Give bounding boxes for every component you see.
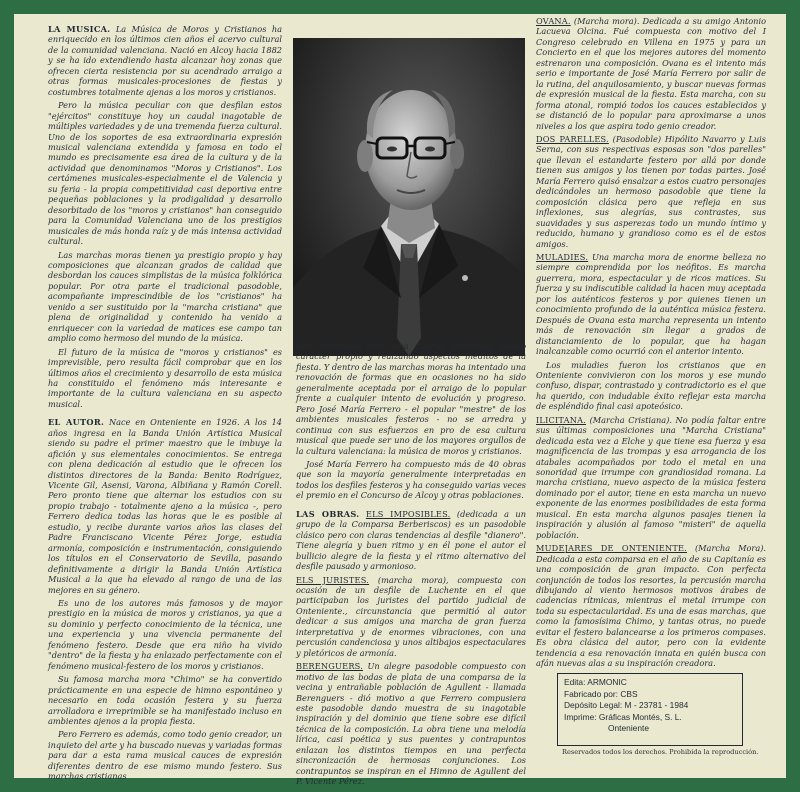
portrait-photo [293, 38, 525, 356]
column-left [48, 24, 282, 785]
imprint-edita: Edita: ARMONIC [564, 677, 627, 687]
liner-notes-page [14, 14, 786, 787]
paragraph: Su famosa marcha mora "Chimo" se ha convertido prácticamente en una especie de himno espontáneo y necesario en toda ocasión festera y su fuerza arrolladora e irreprimible se ha manifestado incluso en ambientes ajenos a la propia fiesta. [48, 674, 282, 726]
paragraph: Los muladies fueron los cristianos que en Onteniente convivieron con los moros y ese mundo confuso, dispar, contrastado y contradictorio es el que ha querido, con indudable éxito reflejar esta marcha de espléndido final casi apoteósico. [536, 359, 766, 412]
imprint-fabricado: Fabricado por: CBS [564, 688, 638, 699]
paragraph: Las marchas moras tienen ya prestigio propio y hay composiciones que alcanzan grados de calidad que desbordan los cauces simplistas de la música folklórica popular. Por otra parte el tradicional pasodoble, acompañante imprescindible de los "cristianos" ha venido a ser sustituido por la "marcha cristiana" que plena de originalidad y contenido ha venido a enriquecer con la variedad de matices ese campo tan amplio como hermoso del mundo de la música. [48, 249, 282, 344]
paragraph: (Pasodoble) Hipólito Navarro y Luis Serna, con sus respectivas esposas son "dos parelles" que llevan el estandarte festero por allá por donde tienen sus amigos y los tienen por todas partes. José María Ferrero quisó ensalzar a estos cuatro personajes dedicándoles un hermoso pasodoble que tiene la composición clásica pero que refleja en sus inflexiones, sus alegrías, sus contrastes, sus suavidades y sus asperezas todo un mundo íntimo y reducido, humano y grandioso como es el de estos amigos. [536, 133, 766, 249]
paragraph: Pero Ferrero es además, como todo genio creador, un inquieto del arte y ha buscado nuevas y variadas formas para dar a esta rama musical cauces de expresión diferentes dentro de ese mismo mundo festero. Sus marchas cristianas [48, 729, 282, 782]
paragraph: Es uno de los autores más famosos y de mayor prestigio en la música de moros y cristianos, ya que a su dominio y perfecto conocimiento de la técnica, une una experiencia y una vivencia permanente del fenómeno festero. Desde que era niño ha vivido "dentro" de la fiesta y ha enlazado perfectamente con el fenómeno musical-festero de los moros y cristianos. [48, 598, 282, 671]
work-title-dos-parelles: DOS PARELLES. [536, 133, 609, 144]
imprint-imprime: Imprime: Gráficas Montés, S. L. [564, 711, 682, 722]
heading-el-autor: EL AUTOR. [48, 417, 105, 428]
paragraph: La Música de Moros y Cristianos ha enriquecido en los últimos cien años el acervo cultural de la comunidad valenciana. Nació en Alcoy hacia 1882 y se ha ido extendiendo hasta alcanzar hoy zonas que ofrecen cierta resistencia por su acendrado arraigo a otras formas musicales-procesiones de fiestas y costumbres totalmente ajenas a los moros y cristianos. [48, 24, 283, 97]
paragraph: Un alegre pasodoble compuesto con motivo de las bodas de plata de una comparsa de la vecina y entrañable población de Agullent - llamada Berenguers - dió motivo a que Ferrero compusiera este pasodoble dando muestra de su inagotable inspiración y del dominio que tiene sobre ese difícil técnica de la composición. La obra tiene una melodía lírica, casi poética y sus puentes y contrapuntos enlazan los distintos tiempos en una perfecta sincronización de hermosas conjunciones. Los contrapuntos se inspiran en el Himno de Agullent del P. Vicente Pérez. [296, 661, 526, 787]
paragraph: (Marcha Cristiana). No podía faltar entre sus últimas composiciones una "Marcha Cristiana" dedicada esta vez a Elche y que tiene esa fuerza y esa magnificencia de las trompas y esa arrogancia de los atabales acompañados por todo el metal en una sonoridad que irrumpe con grandiosidad romana. La marcha cristiana, nuevo aspecto de la música festera dominado por el autor, tiene en esta marcha un nuevo exponente de las enormes posibilidades de esta forma musical. En esta marcha algunos pasajes tienen la inspiración y alusión al famoso "misteri" de aquella población. [536, 414, 766, 540]
paragraph: Una marcha mora de enorme belleza no siempre comprendida por los neófitos. Es marcha guerrera, mora, espectacular y de ricos matices. Su fuerza y su indiscutible calidad la hacen muy aceptada por los auténticos festeros y por quienes tienen un conocimiento profundo de la auténtica música festera. Después de Ovana esta marcha representa un intento más de renovación sin llegar a grados de distanciamiento de lo popular, que ha hagan inalcanzable como ocurrió con el anterior intento. [536, 251, 766, 357]
heading-las-obras: LAS OBRAS. [296, 508, 360, 519]
paragraph: (Marcha Mora). Dedicada a esta comparsa en el año de su Capitanía es una composición de gran impacto. Con perfecta conjunción de todos los resortes, la percusión marcha dibujando al viento hermosos motivos árabes de cadencias rítmicas, mientras el metal irrumpe con toda su espectacularidad. Es una de esas marchas, que como la famosísima Chimo, y tantas otras, no puede evitar el festero balancearse a los primeros compases. Es obra clásica del autor, pero con la evidente tendencia a esa renovación innata en quién busca con afán nuevas alas a su inspiración creadora. [536, 543, 766, 669]
paragraph: (Marcha mora). Dedicada a su amigo Antonio Lacueva Olcina. Fué compuesta con motivo del I Congreso celebrado en Villena en 1975 y para un Concierto en el que los mejores autores del momento estrenaron una composición. Ovana es el intento más serio e importante de José María Ferrero por salir de la rutina, del anquilosamiento, y buscar nuevas formas de expresión musical de la fiesta. Esta marcha, con su forma atonal, rompió todos los cauces establecidos y se distanció de lo popular para aproximarse a unos niveles a los que aspira todo genio creador. [536, 16, 767, 131]
work-title-muladies: MULADIES. [536, 251, 589, 262]
paragraph: (dedicada a un grupo de la Comparsa Berberiscos) es un pasodoble clásico pero con claras tendencias al desfile "dianero". Tiene alegría y buen ritmo y en él pone el autor el bullicio alegre de la fiesta y el ritmo alternativo del desfile pausado y armonioso. [296, 508, 526, 572]
heading-la-musica: LA MUSICA. [48, 24, 111, 34]
work-title-berenguers: BERENGUERS. [296, 661, 363, 672]
column-right [536, 16, 766, 672]
paragraph: Pero la música peculiar con que desfilan estos "ejércitos" constituye hoy un caudal inagotable de múltiples variedades y de una tremenda fuerza cultural. Uno de los soportes de esa extraordinaria expresión musical valenciana extendida y famosa en todo el mundo es precisamente esa área de la cultura y de la actividad que denominamos "Moros y Cristianos". Los certámenes musicales-especialmente el de Valencia y su feria - la propia competitividad casi deportiva entre pequeñas poblaciones y la prodigalidad y desarrollo desorbitado de los "moros y cristianos" han conseguido para la Comunidad Valenciana uno de los prestigios musicales de más honda raíz y de más intensa actividad cultural. [48, 100, 282, 247]
work-title-mudejares: MUDEJARES DE ONTENIENTE. [536, 543, 687, 554]
work-title-ilicitana: ILICITANA. [536, 414, 587, 425]
column-middle [296, 341, 526, 790]
paragraph: (marcha mora), compuesta con ocasión de un desfile de Luchente en el que participaban los juristes del partido judicial de Onteniente., circunstancia que permitió al autor dedicar a sus amigos una marcha de gran fuerza interpretativa y de enormes vibraciones, con una percusión candenciosa y unos altibajos espectaculares y pletóricos de armonía. [296, 574, 527, 658]
imprint-box [557, 673, 743, 746]
work-title-ovana: OVANA. [536, 16, 571, 26]
portrait-illustration [293, 38, 525, 356]
imprint-ciudad: Onteniente [608, 723, 649, 733]
paragraph: han irrumpido con una fuerza tremenda dando carácter propio y realzando aspectos inéditos de la fiesta. Y dentro de las marchas moras ha intentado una renovación de formas que en ocasiones no ha sido generalmente aceptada por el arraigo de lo popular frente a cualquier intento de evolución y progreso. Pero José María Ferrero - el popular "mestre" de los ambientes musicales festeros - no se arredra y continua con sus esfuerzos en pro de esa cultura musical que puede ser uno de los mayores orgullos de la cultura valenciana: la música de moros y cristianos. [296, 341, 526, 456]
imprint-deposito: Depósito Legal: M - 23781 - 1984 [564, 700, 689, 710]
rights-notice: Reservados todos los derechos. Prohibida la reproducción. [562, 748, 759, 756]
work-title-els-juristes: ELS JURISTES. [296, 574, 370, 585]
paragraph: El futuro de la música de "moros y cristianos" es imprevisible, pero resulta fácil comprobar que en los últimos años el crecimiento y desarrollo de esta música ha constituido el fenómeno más interesante e importante de la cultura valenciana en su aspecto musical. [48, 346, 282, 409]
paragraph: Nace en Onteniente en 1926. A los 14 años ingresa en la Banda Unión Artística Musical siendo su padre el primer maestro que le imbuye la afición y sus elementales conocimientos. Se entrega con plena dedicación al estudio que le ofrecen los distintos directores de la Banda: Benito Rodríguez, Vicente Gil, Asensi, Varona, Albiñana y Ramón Corell. Pero pronto tiene que alternar los estudios con su propio trabajo - totalmente ajeno a la música -, pero Ferrero dedica todas las horas que le es posible al estudio, y recibe durante varios años las clases del Padre Franciscano Vicente Pérez Jorge, estudia armonía, composición e instrumentación, consiguiendo los títulos en el Conservatorio de Sevilla, pasando definitivamente a dirigir la Banda Unión Artística Musical a la que ha elevado al rango de una de las mejores en su género. [48, 417, 283, 595]
paragraph: José María Ferrero ha compuesto más de 40 obras que son la mayoría generalmente interpretadas en todos los desfiles festeros y ha conseguido varias veces el premio en el Concurso de Alcoy y otras poblaciones. [296, 458, 526, 501]
work-title-els-imposibles: ELS IMPOSIBLES. [365, 508, 451, 519]
